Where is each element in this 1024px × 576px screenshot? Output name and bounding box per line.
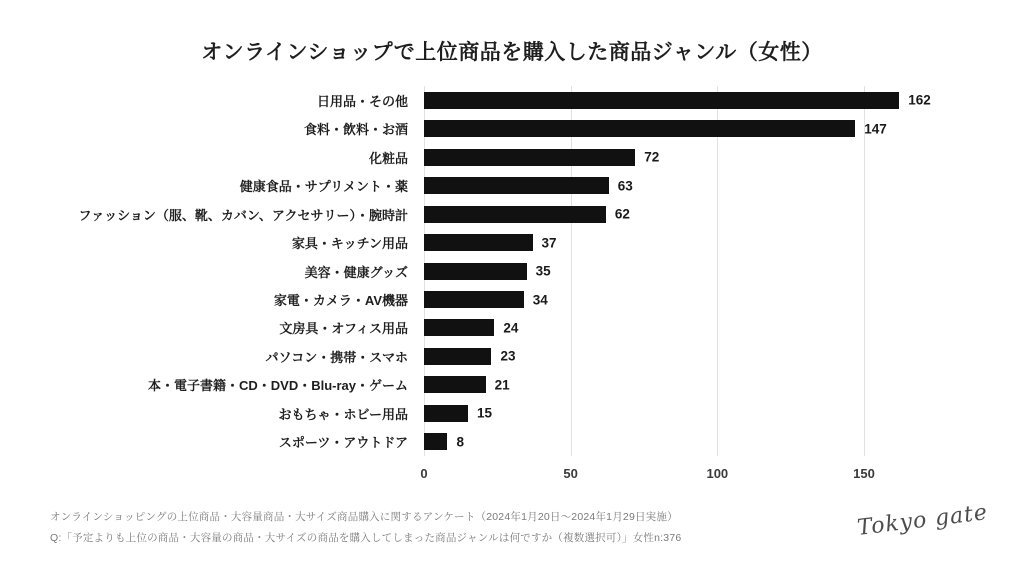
bar-track: [424, 405, 1024, 422]
bar-row: [0, 86, 1024, 114]
x-tick-label: 150: [853, 466, 875, 481]
bar-track: [424, 319, 1024, 336]
x-tick-label: 100: [706, 466, 729, 481]
value-label: 21: [494, 377, 510, 393]
bar: [424, 433, 447, 450]
chart-title: オンラインショップで上位商品を購入した商品ジャンル（女性）: [201, 41, 823, 64]
value-label: 72: [644, 149, 660, 165]
bar-track: [424, 92, 1024, 109]
category-label: 化粧品: [368, 150, 408, 166]
bar-row: [0, 314, 1024, 342]
bar-row: [0, 143, 1024, 171]
x-tick-label: 50: [563, 466, 578, 481]
footer-survey-info: オンラインショッピングの上位商品・大容量商品・大サイズ商品購入に関するアンケート（2024年1月20日～2024年1月29日実施）: [50, 511, 678, 523]
bar-track: [424, 149, 1024, 166]
bar-row: [0, 285, 1024, 313]
x-tick-label: 0: [420, 466, 428, 481]
category-label: パソコン・携帯・スマホ: [265, 349, 408, 365]
bar-rows: [0, 86, 1024, 456]
bar-row: [0, 228, 1024, 256]
plot-area: [0, 86, 1024, 456]
value-label: 23: [500, 348, 516, 364]
bar-row: [0, 342, 1024, 370]
category-label: 家具・キッチン用品: [291, 236, 408, 252]
bar: [424, 234, 533, 251]
category-label: 文房具・オフィス用品: [279, 321, 408, 337]
tokyo-gate-logo: Tokyo gate: [855, 500, 990, 541]
value-label: 147: [864, 121, 887, 137]
value-label: 63: [617, 178, 633, 194]
bar: [424, 319, 494, 336]
bar: [424, 149, 635, 166]
category-label: ファッション（服、靴、カバン、アクセサリー）・腕時計: [78, 207, 408, 223]
footer-question: Q:「予定よりも上位の商品・大容量の商品・大サイズの商品を購入してしまった商品ジャンルは何ですか（複数選択可）」女性n:376: [50, 532, 682, 544]
bar-row: [0, 428, 1024, 456]
bar-row: [0, 257, 1024, 285]
bar: [424, 348, 491, 365]
bar-track: [424, 120, 1024, 137]
bar-track: [424, 177, 1024, 194]
bar-track: [424, 263, 1024, 280]
value-label: 162: [908, 92, 931, 108]
value-label: 8: [456, 434, 464, 450]
bar-row: [0, 171, 1024, 199]
bar-row: [0, 114, 1024, 142]
bar-track: [424, 376, 1024, 393]
value-label: 62: [614, 206, 630, 222]
category-label: 健康食品・サプリメント・薬: [239, 179, 408, 195]
category-label: 家電・カメラ・AV機器: [273, 293, 408, 309]
bar: [424, 206, 606, 223]
bar: [424, 291, 524, 308]
bar-row: [0, 371, 1024, 399]
value-label: 15: [477, 405, 493, 421]
category-label: 日用品・その他: [316, 93, 408, 109]
bar: [424, 376, 486, 393]
category-label: 食料・飲料・お酒: [303, 122, 408, 138]
bar-track: [424, 348, 1024, 365]
category-label: おもちゃ・ホビー用品: [278, 406, 408, 422]
x-axis: [0, 466, 1024, 486]
bar-track: [424, 206, 1024, 223]
bar: [424, 177, 609, 194]
bar-row: [0, 200, 1024, 228]
bar: [424, 263, 527, 280]
category-label: 美容・健康グッズ: [304, 264, 408, 280]
category-label: スポーツ・アウトドア: [278, 435, 408, 451]
value-label: 24: [503, 320, 519, 336]
bar-track: [424, 433, 1024, 450]
bar-track: [424, 234, 1024, 251]
bar-track: [424, 291, 1024, 308]
footer-notes: [50, 507, 681, 549]
bar: [424, 120, 855, 137]
category-label: 本・電子書籍・CD・DVD・Blu-ray・ゲーム: [147, 378, 408, 394]
value-label: 34: [532, 292, 548, 308]
value-label: 35: [535, 263, 551, 279]
bar-row: [0, 399, 1024, 427]
value-label: 37: [541, 235, 557, 251]
bar: [424, 405, 468, 422]
bar: [424, 92, 899, 109]
